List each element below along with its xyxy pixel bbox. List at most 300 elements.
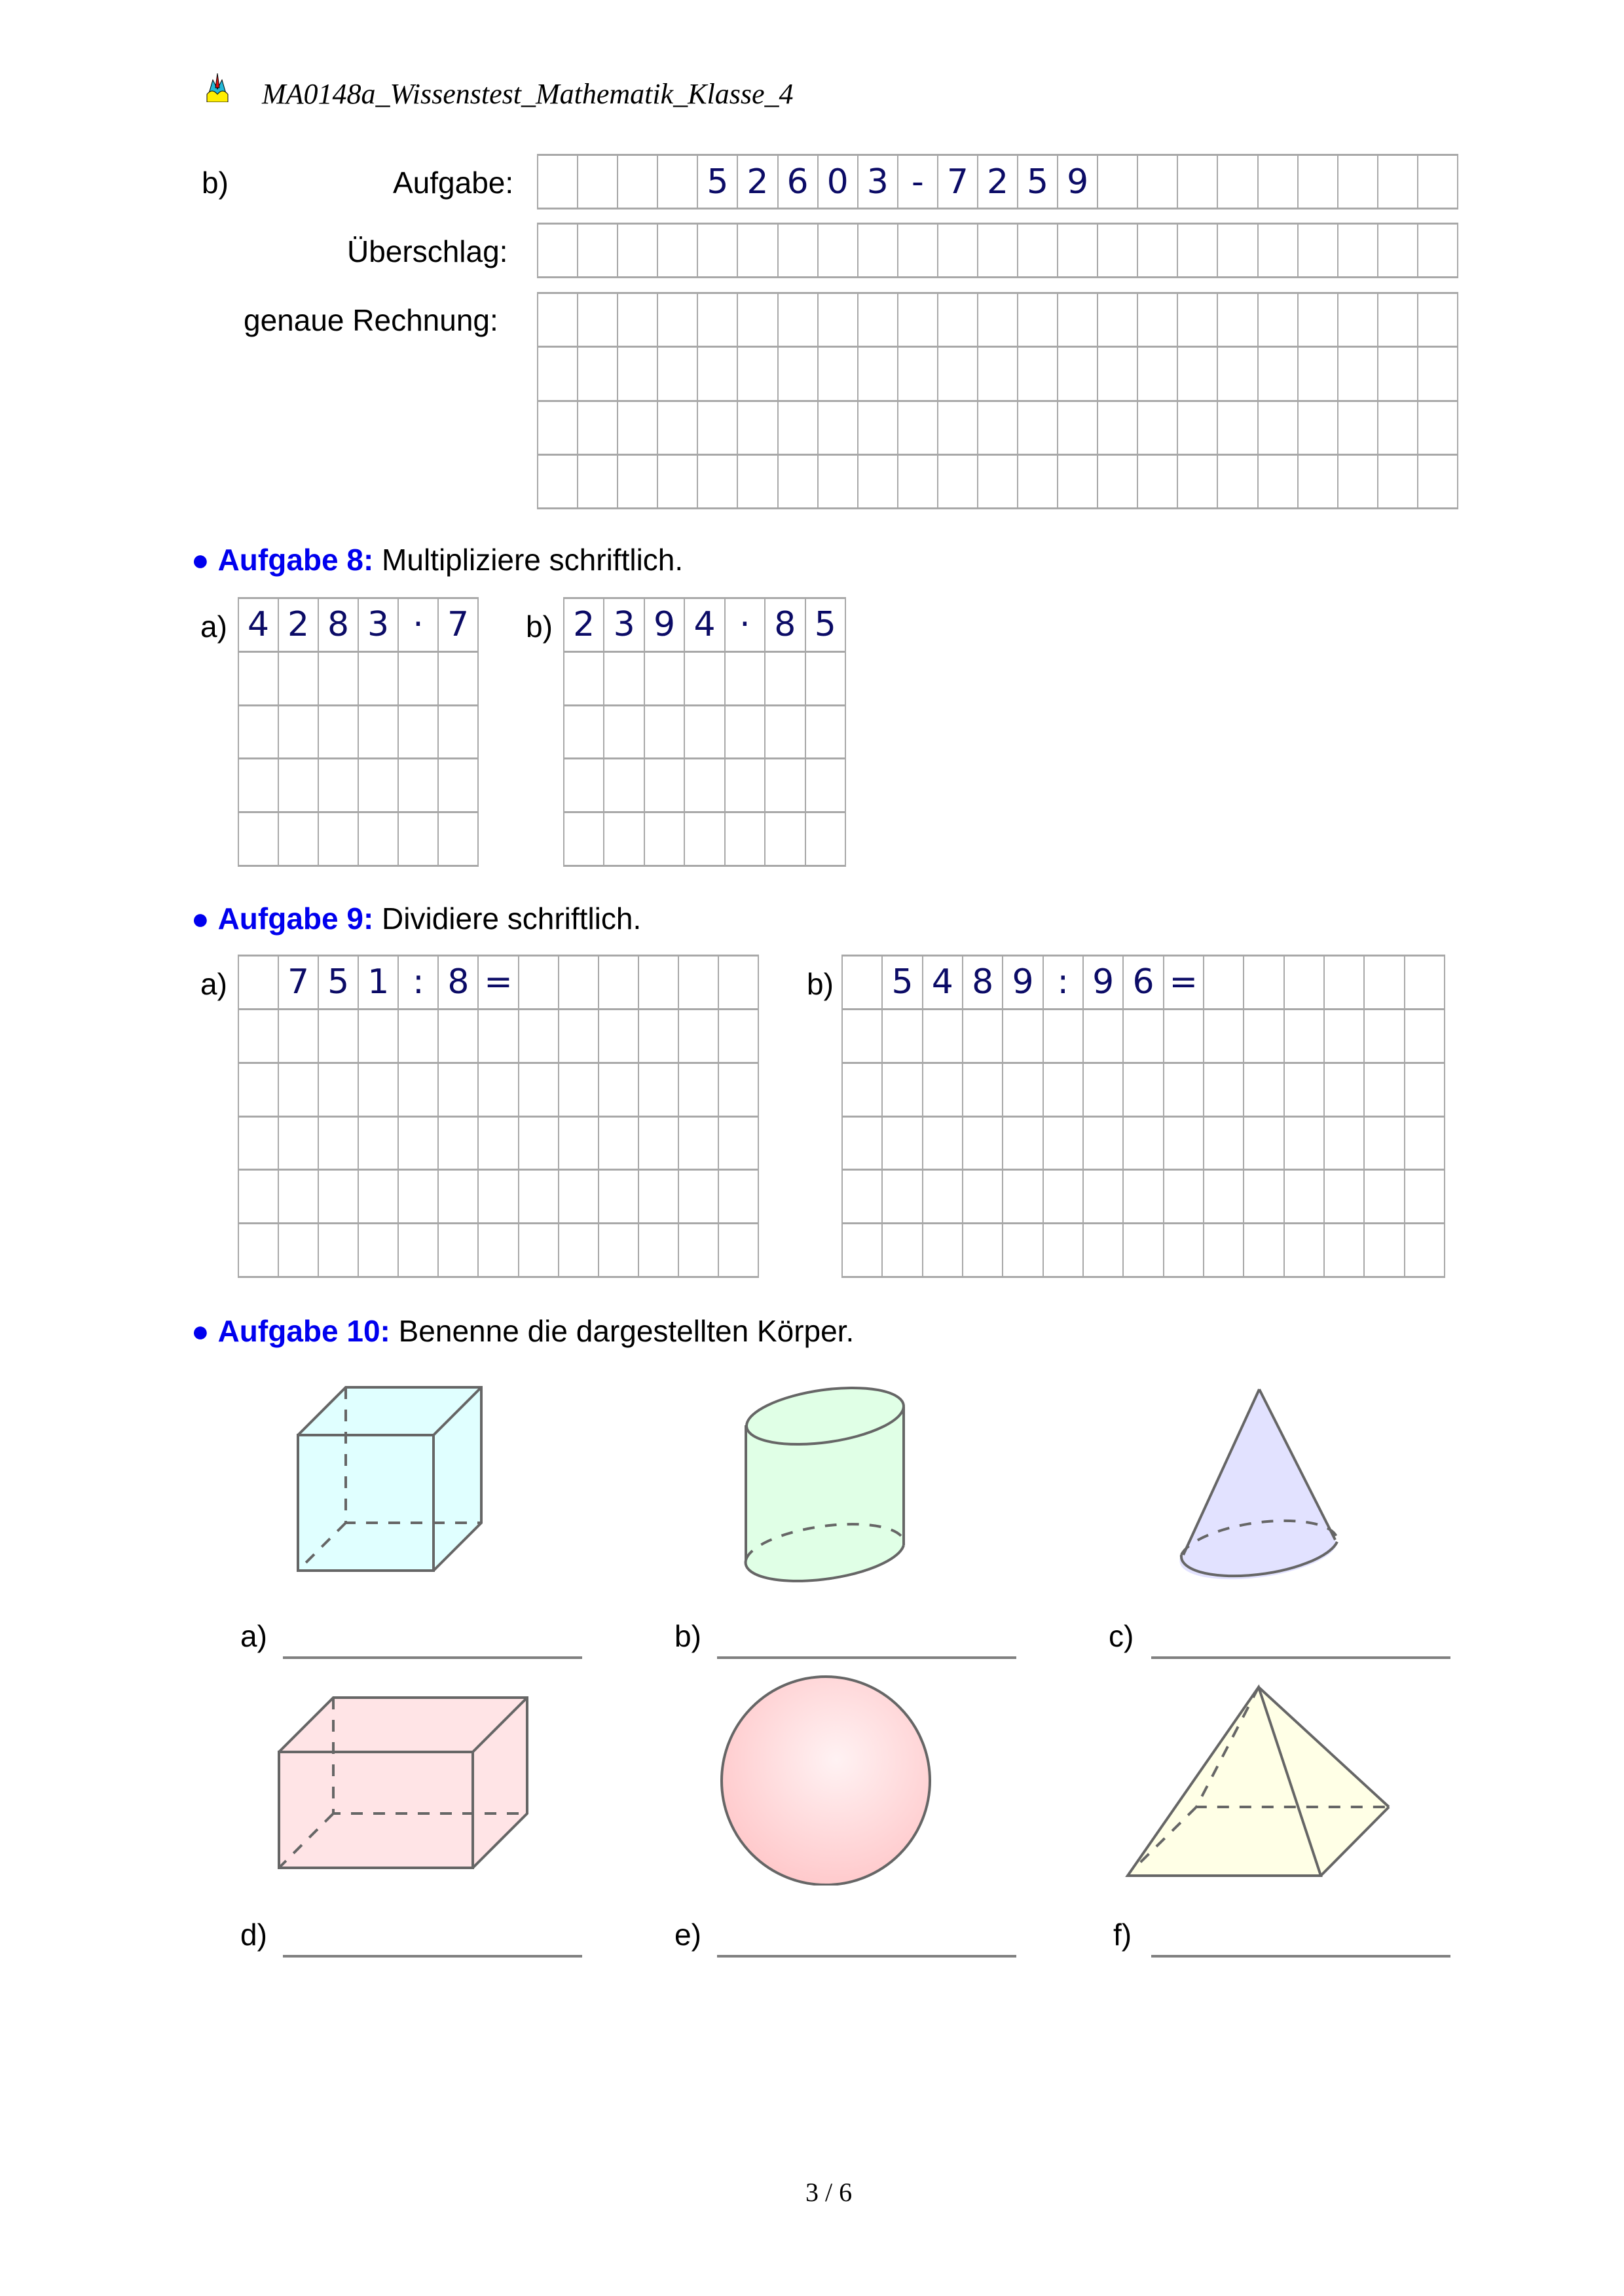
grid-cell[interactable] — [1244, 1118, 1284, 1171]
grid-cell[interactable] — [399, 706, 439, 760]
division-grid-b[interactable] — [841, 955, 1445, 1278]
grid-cell[interactable] — [479, 1171, 519, 1224]
grid-cell[interactable] — [1365, 1064, 1405, 1118]
grid-cell[interactable] — [1003, 1010, 1043, 1064]
grid-cell[interactable] — [819, 348, 858, 401]
grid-cell[interactable] — [239, 653, 279, 706]
grid-cell[interactable] — [399, 1171, 439, 1224]
grid-cell[interactable] — [1178, 294, 1218, 348]
grid-cell[interactable] — [1325, 1064, 1365, 1118]
grid-cell[interactable] — [779, 456, 819, 509]
grid-cell[interactable] — [898, 402, 938, 456]
grid-cell[interactable] — [399, 1118, 439, 1171]
grid-cell[interactable] — [883, 1010, 923, 1064]
grid-cell[interactable] — [1325, 1010, 1365, 1064]
grid-cell[interactable] — [843, 1171, 883, 1224]
grid-cell[interactable] — [1244, 1064, 1284, 1118]
grid-cell[interactable] — [279, 706, 319, 760]
grid-cell[interactable] — [843, 1064, 883, 1118]
grid-cell[interactable] — [639, 1118, 679, 1171]
grid-cell[interactable] — [319, 1064, 359, 1118]
grid-cell[interactable] — [519, 1224, 559, 1278]
grid-cell[interactable] — [564, 653, 604, 706]
grid-cell[interactable] — [658, 294, 698, 348]
grid-cell[interactable] — [1259, 456, 1299, 509]
grid-cell[interactable] — [439, 1118, 479, 1171]
grid-cell[interactable] — [698, 348, 738, 401]
grid-cell[interactable] — [806, 813, 846, 867]
grid-cell[interactable] — [923, 1064, 963, 1118]
grid-cell[interactable] — [1378, 402, 1418, 456]
grid-cell[interactable] — [806, 706, 846, 760]
grid-cell[interactable] — [923, 1010, 963, 1064]
grid-cell[interactable] — [239, 1224, 279, 1278]
grid-cell[interactable] — [359, 1171, 399, 1224]
grid-cell[interactable] — [938, 348, 978, 401]
grid-cell[interactable] — [679, 1064, 719, 1118]
grid-cell[interactable] — [559, 1224, 599, 1278]
grid-cell[interactable] — [1299, 225, 1338, 278]
grid-cell[interactable] — [439, 706, 479, 760]
grid-cell[interactable] — [359, 1224, 399, 1278]
grid-cell[interactable] — [519, 1010, 559, 1064]
grid-cell[interactable] — [1378, 294, 1418, 348]
grid-cell[interactable] — [679, 1010, 719, 1064]
grid-cell[interactable] — [1178, 402, 1218, 456]
grid-cell[interactable] — [1285, 1118, 1325, 1171]
grid-cell[interactable] — [679, 1224, 719, 1278]
grid-cell[interactable] — [1138, 294, 1178, 348]
grid-cell[interactable] — [399, 1224, 439, 1278]
answer-line-d[interactable] — [283, 1955, 582, 1958]
grid-cell[interactable] — [779, 348, 819, 401]
grid-cell[interactable] — [858, 456, 898, 509]
grid-cell[interactable] — [559, 1171, 599, 1224]
grid-cell[interactable] — [1084, 1064, 1124, 1118]
grid-cell[interactable] — [439, 759, 479, 813]
grid-cell[interactable] — [618, 456, 658, 509]
grid-cell[interactable] — [359, 813, 399, 867]
grid-cell[interactable] — [239, 1171, 279, 1224]
grid-cell[interactable] — [1058, 294, 1098, 348]
grid-cell[interactable] — [1418, 294, 1458, 348]
grid-cell[interactable] — [559, 1064, 599, 1118]
grid-cell[interactable] — [479, 1064, 519, 1118]
grid-cell[interactable] — [1124, 1224, 1164, 1278]
grid-cell[interactable] — [719, 1064, 759, 1118]
answer-line-e[interactable] — [717, 1955, 1016, 1958]
grid-cell[interactable] — [1338, 456, 1378, 509]
grid-cell[interactable] — [1365, 1118, 1405, 1171]
answer-line-b[interactable] — [717, 1656, 1016, 1659]
grid-cell[interactable] — [738, 294, 778, 348]
grid-cell[interactable] — [898, 225, 938, 278]
grid-cell[interactable] — [1098, 402, 1138, 456]
grid-cell[interactable] — [963, 1118, 1003, 1171]
grid-cell[interactable] — [658, 456, 698, 509]
grid-cell[interactable] — [1285, 1010, 1325, 1064]
grid-cell[interactable] — [679, 1171, 719, 1224]
grid-cell[interactable] — [1244, 1010, 1284, 1064]
grid-cell[interactable] — [1338, 402, 1378, 456]
grid-cell[interactable] — [938, 294, 978, 348]
grid-cell[interactable] — [766, 813, 805, 867]
grid-cell[interactable] — [359, 653, 399, 706]
grid-cell[interactable] — [1405, 1171, 1445, 1224]
grid-cell[interactable] — [858, 225, 898, 278]
grid-cell[interactable] — [599, 1010, 639, 1064]
grid-cell[interactable] — [779, 294, 819, 348]
grid-cell[interactable] — [599, 1224, 639, 1278]
grid-cell[interactable] — [645, 653, 685, 706]
grid-cell[interactable] — [359, 759, 399, 813]
grid-cell[interactable] — [439, 813, 479, 867]
grid-cell[interactable] — [319, 1010, 359, 1064]
grid-cell[interactable] — [1285, 1171, 1325, 1224]
grid-cell[interactable] — [883, 1118, 923, 1171]
grid-cell[interactable] — [604, 706, 644, 760]
grid-cell[interactable] — [604, 813, 644, 867]
grid-cell[interactable] — [978, 348, 1018, 401]
grid-cell[interactable] — [679, 1118, 719, 1171]
grid-cell[interactable] — [963, 1171, 1003, 1224]
grid-cell[interactable] — [819, 402, 858, 456]
grid-cell[interactable] — [1204, 1010, 1244, 1064]
grid-cell[interactable] — [1218, 348, 1258, 401]
grid-cell[interactable] — [726, 759, 766, 813]
grid-cell[interactable] — [1164, 1224, 1204, 1278]
grid-cell[interactable] — [766, 653, 805, 706]
grid-cell[interactable] — [1018, 348, 1058, 401]
grid-cell[interactable] — [319, 813, 359, 867]
grid-cell[interactable] — [685, 759, 725, 813]
grid-cell[interactable] — [645, 706, 685, 760]
grid-cell[interactable] — [1365, 1171, 1405, 1224]
grid-cell[interactable] — [978, 456, 1018, 509]
grid-cell[interactable] — [819, 456, 858, 509]
grid-cell[interactable] — [538, 348, 578, 401]
grid-cell[interactable] — [1204, 1171, 1244, 1224]
grid-cell[interactable] — [538, 456, 578, 509]
grid-cell[interactable] — [639, 1010, 679, 1064]
grid-cell[interactable] — [239, 1118, 279, 1171]
grid-cell[interactable] — [1098, 456, 1138, 509]
grid-cell[interactable] — [858, 402, 898, 456]
grid-cell[interactable] — [858, 348, 898, 401]
grid-cell[interactable] — [1058, 225, 1098, 278]
grid-cell[interactable] — [698, 225, 738, 278]
grid-cell[interactable] — [564, 813, 604, 867]
grid-cell[interactable] — [578, 456, 618, 509]
grid-cell[interactable] — [1418, 348, 1458, 401]
grid-cell[interactable] — [599, 1064, 639, 1118]
grid-cell[interactable] — [978, 294, 1018, 348]
grid-cell[interactable] — [1285, 1064, 1325, 1118]
grid-cell[interactable] — [658, 402, 698, 456]
grid-cell[interactable] — [726, 706, 766, 760]
grid-cell[interactable] — [1218, 225, 1258, 278]
grid-cell[interactable] — [359, 1064, 399, 1118]
grid-cell[interactable] — [1018, 456, 1058, 509]
grid-cell[interactable] — [1018, 225, 1058, 278]
grid-cell[interactable] — [1338, 348, 1378, 401]
grid-cell[interactable] — [843, 1010, 883, 1064]
grid-cell[interactable] — [978, 402, 1018, 456]
grid-cell[interactable] — [1084, 1224, 1124, 1278]
grid-cell[interactable] — [319, 759, 359, 813]
grid-cell[interactable] — [1098, 225, 1138, 278]
grid-cell[interactable] — [239, 813, 279, 867]
grid-cell[interactable] — [898, 294, 938, 348]
grid-cell[interactable] — [1178, 225, 1218, 278]
grid-cell[interactable] — [1378, 225, 1418, 278]
grid-cell[interactable] — [1299, 456, 1338, 509]
grid-cell[interactable] — [1098, 348, 1138, 401]
grid-cell[interactable] — [1405, 1118, 1445, 1171]
grid-cell[interactable] — [399, 813, 439, 867]
grid-cell[interactable] — [1325, 1118, 1365, 1171]
grid-cell[interactable] — [1058, 456, 1098, 509]
grid-cell[interactable] — [1405, 1010, 1445, 1064]
grid-cell[interactable] — [819, 294, 858, 348]
grid-cell[interactable] — [923, 1118, 963, 1171]
grid-cell[interactable] — [1044, 1010, 1084, 1064]
grid-cell[interactable] — [1244, 1224, 1284, 1278]
grid-cell[interactable] — [639, 1224, 679, 1278]
grid-cell[interactable] — [279, 1064, 319, 1118]
grid-cell[interactable] — [738, 225, 778, 278]
grid-cell[interactable] — [578, 225, 618, 278]
calculation-grid[interactable] — [537, 292, 1458, 509]
grid-cell[interactable] — [1058, 402, 1098, 456]
grid-cell[interactable] — [239, 706, 279, 760]
grid-cell[interactable] — [1044, 1118, 1084, 1171]
grid-cell[interactable] — [1178, 456, 1218, 509]
grid-cell[interactable] — [1124, 1171, 1164, 1224]
grid-cell[interactable] — [564, 706, 604, 760]
answer-line-f[interactable] — [1151, 1955, 1450, 1958]
grid-cell[interactable] — [279, 759, 319, 813]
grid-cell[interactable] — [1204, 1118, 1244, 1171]
grid-cell[interactable] — [279, 1118, 319, 1171]
grid-cell[interactable] — [519, 1118, 559, 1171]
grid-cell[interactable] — [564, 759, 604, 813]
grid-cell[interactable] — [978, 225, 1018, 278]
grid-cell[interactable] — [898, 348, 938, 401]
grid-cell[interactable] — [1044, 1171, 1084, 1224]
grid-cell[interactable] — [279, 1010, 319, 1064]
grid-cell[interactable] — [883, 1224, 923, 1278]
grid-cell[interactable] — [519, 1171, 559, 1224]
grid-cell[interactable] — [843, 1224, 883, 1278]
grid-cell[interactable] — [719, 1224, 759, 1278]
grid-cell[interactable] — [938, 402, 978, 456]
grid-cell[interactable] — [479, 1118, 519, 1171]
grid-cell[interactable] — [738, 348, 778, 401]
grid-cell[interactable] — [1124, 1010, 1164, 1064]
grid-cell[interactable] — [719, 1010, 759, 1064]
grid-cell[interactable] — [1084, 1171, 1124, 1224]
grid-cell[interactable] — [698, 456, 738, 509]
grid-cell[interactable] — [1244, 1171, 1284, 1224]
grid-cell[interactable] — [439, 1010, 479, 1064]
grid-cell[interactable] — [698, 402, 738, 456]
grid-cell[interactable] — [685, 653, 725, 706]
grid-cell[interactable] — [1164, 1118, 1204, 1171]
grid-cell[interactable] — [923, 1171, 963, 1224]
grid-cell[interactable] — [963, 1064, 1003, 1118]
grid-cell[interactable] — [538, 225, 578, 278]
multiplication-grid-a[interactable] — [238, 597, 479, 867]
grid-cell[interactable] — [319, 653, 359, 706]
grid-cell[interactable] — [1138, 402, 1178, 456]
grid-cell[interactable] — [319, 706, 359, 760]
grid-cell[interactable] — [1325, 1171, 1365, 1224]
grid-cell[interactable] — [599, 1118, 639, 1171]
grid-cell[interactable] — [1378, 456, 1418, 509]
grid-cell[interactable] — [1259, 294, 1299, 348]
grid-cell[interactable] — [1084, 1010, 1124, 1064]
grid-cell[interactable] — [658, 225, 698, 278]
grid-cell[interactable] — [685, 813, 725, 867]
grid-cell[interactable] — [1259, 225, 1299, 278]
multiplication-grid-b[interactable] — [563, 597, 846, 867]
grid-cell[interactable] — [618, 294, 658, 348]
grid-cell[interactable] — [538, 294, 578, 348]
grid-cell[interactable] — [1285, 1224, 1325, 1278]
grid-cell[interactable] — [1218, 402, 1258, 456]
grid-cell[interactable] — [1204, 1224, 1244, 1278]
grid-cell[interactable] — [738, 402, 778, 456]
grid-cell[interactable] — [439, 653, 479, 706]
grid-cell[interactable] — [399, 1010, 439, 1064]
grid-cell[interactable] — [1098, 294, 1138, 348]
grid-cell[interactable] — [1058, 348, 1098, 401]
grid-cell[interactable] — [938, 225, 978, 278]
grid-cell[interactable] — [319, 1171, 359, 1224]
grid-cell[interactable] — [1204, 1064, 1244, 1118]
grid-cell[interactable] — [618, 348, 658, 401]
grid-cell[interactable] — [1338, 294, 1378, 348]
grid-cell[interactable] — [1259, 348, 1299, 401]
grid-cell[interactable] — [599, 1171, 639, 1224]
grid-cell[interactable] — [439, 1224, 479, 1278]
grid-cell[interactable] — [618, 402, 658, 456]
grid-cell[interactable] — [645, 813, 685, 867]
estimate-grid[interactable] — [537, 223, 1458, 278]
grid-cell[interactable] — [1018, 402, 1058, 456]
grid-cell[interactable] — [1164, 1010, 1204, 1064]
grid-cell[interactable] — [604, 653, 644, 706]
grid-cell[interactable] — [359, 1010, 399, 1064]
grid-cell[interactable] — [479, 1224, 519, 1278]
grid-cell[interactable] — [1164, 1171, 1204, 1224]
division-grid-a[interactable] — [238, 955, 759, 1278]
grid-cell[interactable] — [806, 653, 846, 706]
grid-cell[interactable] — [1084, 1118, 1124, 1171]
answer-line-a[interactable] — [283, 1656, 582, 1659]
grid-cell[interactable] — [239, 759, 279, 813]
grid-cell[interactable] — [1218, 456, 1258, 509]
grid-cell[interactable] — [1299, 348, 1338, 401]
grid-cell[interactable] — [1124, 1064, 1164, 1118]
grid-cell[interactable] — [1124, 1118, 1164, 1171]
grid-cell[interactable] — [923, 1224, 963, 1278]
grid-cell[interactable] — [578, 402, 618, 456]
grid-cell[interactable] — [806, 759, 846, 813]
grid-cell[interactable] — [538, 402, 578, 456]
grid-cell[interactable] — [519, 1064, 559, 1118]
grid-cell[interactable] — [1018, 294, 1058, 348]
grid-cell[interactable] — [1259, 402, 1299, 456]
grid-cell[interactable] — [898, 456, 938, 509]
grid-cell[interactable] — [645, 759, 685, 813]
grid-cell[interactable] — [719, 1171, 759, 1224]
grid-cell[interactable] — [719, 1118, 759, 1171]
grid-cell[interactable] — [766, 706, 805, 760]
grid-cell[interactable] — [1405, 1224, 1445, 1278]
grid-cell[interactable] — [1044, 1064, 1084, 1118]
grid-cell[interactable] — [279, 813, 319, 867]
grid-cell[interactable] — [279, 1171, 319, 1224]
grid-cell[interactable] — [1164, 1064, 1204, 1118]
grid-cell[interactable] — [399, 1064, 439, 1118]
grid-cell[interactable] — [1138, 456, 1178, 509]
grid-cell[interactable] — [766, 759, 805, 813]
grid-cell[interactable] — [1138, 348, 1178, 401]
grid-cell[interactable] — [319, 1224, 359, 1278]
grid-cell[interactable] — [639, 1171, 679, 1224]
grid-cell[interactable] — [239, 1064, 279, 1118]
grid-cell[interactable] — [883, 1171, 923, 1224]
grid-cell[interactable] — [1418, 225, 1458, 278]
grid-cell[interactable] — [1044, 1224, 1084, 1278]
grid-cell[interactable] — [738, 456, 778, 509]
grid-cell[interactable] — [1338, 225, 1378, 278]
grid-cell[interactable] — [1003, 1064, 1043, 1118]
grid-cell[interactable] — [1003, 1224, 1043, 1278]
grid-cell[interactable] — [559, 1118, 599, 1171]
grid-cell[interactable] — [963, 1224, 1003, 1278]
grid-cell[interactable] — [479, 1010, 519, 1064]
grid-cell[interactable] — [359, 1118, 399, 1171]
grid-cell[interactable] — [578, 348, 618, 401]
answer-line-c[interactable] — [1151, 1656, 1450, 1659]
grid-cell[interactable] — [698, 294, 738, 348]
grid-cell[interactable] — [1378, 348, 1418, 401]
grid-cell[interactable] — [559, 1010, 599, 1064]
grid-cell[interactable] — [858, 294, 898, 348]
grid-cell[interactable] — [1138, 225, 1178, 278]
grid-cell[interactable] — [658, 348, 698, 401]
grid-cell[interactable] — [1003, 1118, 1043, 1171]
grid-cell[interactable] — [439, 1064, 479, 1118]
grid-cell[interactable] — [938, 456, 978, 509]
grid-cell[interactable] — [883, 1064, 923, 1118]
grid-cell[interactable] — [618, 225, 658, 278]
grid-cell[interactable] — [319, 1118, 359, 1171]
grid-cell[interactable] — [1418, 456, 1458, 509]
grid-cell[interactable] — [1178, 348, 1218, 401]
grid-cell[interactable] — [726, 813, 766, 867]
grid-cell[interactable] — [1299, 402, 1338, 456]
grid-cell[interactable] — [239, 1010, 279, 1064]
grid-cell[interactable] — [399, 653, 439, 706]
grid-cell[interactable] — [1299, 294, 1338, 348]
grid-cell[interactable] — [843, 1118, 883, 1171]
grid-cell[interactable] — [1003, 1171, 1043, 1224]
grid-cell[interactable] — [578, 294, 618, 348]
